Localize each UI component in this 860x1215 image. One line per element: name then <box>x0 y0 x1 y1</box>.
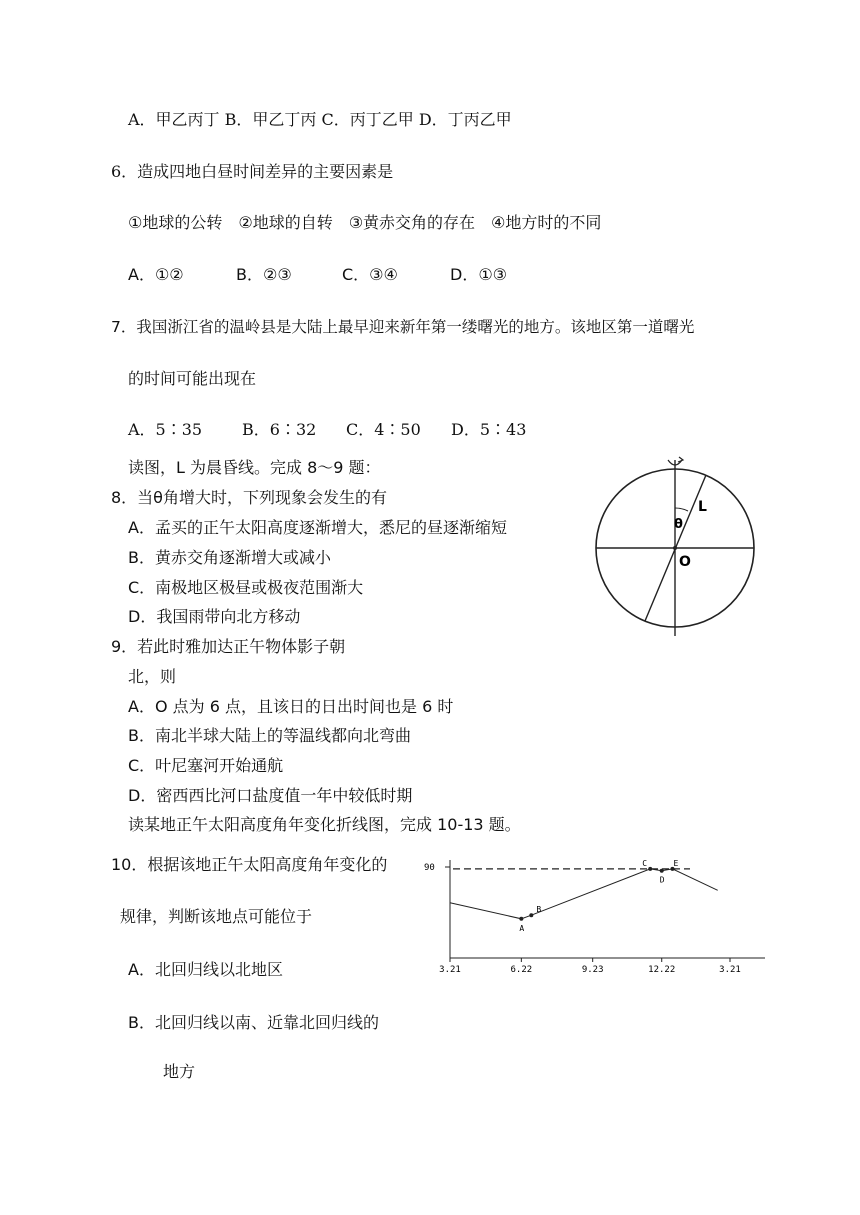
q6-factors: ①地球的公转 ②地球的自转 ③黄赤交角的存在 ④地方时的不同 <box>128 213 602 232</box>
q7-option-d: D．5∶43 <box>451 420 527 439</box>
point-label-E: E <box>673 858 679 868</box>
q8-option-a: A．孟买的正午太阳高度逐渐增大，悉尼的昼逐渐缩短 <box>128 518 507 537</box>
q10-option-a: A．北回归线以北地区 <box>128 960 283 979</box>
q7-option-a: A．5∶35 <box>128 420 203 439</box>
point-label-A: A <box>519 923 525 933</box>
x-tick-label: 6.22 <box>510 965 533 975</box>
q10-stem-line1: 10．根据该地正午太阳高度角年变化的 <box>111 855 388 874</box>
point-D <box>660 869 664 873</box>
x-tick-label: 12.22 <box>648 965 676 975</box>
origin-point <box>673 546 677 550</box>
q9-option-d: D．密西西比河口盐度值一年中较低时期 <box>128 786 413 805</box>
q6-option-b: B．②③ <box>236 265 292 284</box>
intro-8-9: 读图，L 为晨昏线。完成 8～9 题： <box>128 458 381 477</box>
altitude-series-line <box>450 869 718 919</box>
q9-stem-line1: 9．若此时雅加达正午物体影子朝 <box>111 637 346 656</box>
point-B <box>529 913 533 917</box>
x-tick-label: 3.21 <box>719 965 741 975</box>
q8-stem: 8．当θ角增大时，下列现象会发生的有 <box>111 488 387 507</box>
q5-options: A．甲乙丙丁 B．甲乙丁丙 C．丙丁乙甲 D．丁丙乙甲 <box>128 110 512 129</box>
solar-altitude-chart <box>420 850 770 985</box>
q9-stem-line2: 北，则 <box>128 667 177 686</box>
point-label-B: B <box>536 905 542 915</box>
theta-label: θ <box>674 517 683 532</box>
o-label: O <box>679 554 691 570</box>
x-tick-label: 9.23 <box>581 965 604 975</box>
point-label-D: D <box>659 875 665 885</box>
q8-option-c: C．南极地区极昼或极夜范围渐大 <box>128 578 364 597</box>
globe-diagram <box>588 448 768 638</box>
q6-stem: 6．造成四地白昼时间差异的主要因素是 <box>111 162 394 181</box>
q7-option-b: B．6∶32 <box>242 420 317 439</box>
point-C <box>648 867 652 871</box>
q8-option-b: B．黄赤交角逐渐增大或减小 <box>128 548 331 567</box>
point-label-C: C <box>642 858 648 868</box>
q8-option-d: D．我国雨带向北方移动 <box>128 607 301 626</box>
y-tick-label: 90 <box>424 863 435 873</box>
intro-10-13: 读某地正午太阳高度角年变化折线图，完成 10-13 题。 <box>128 815 521 834</box>
q6-option-c: C．③④ <box>342 265 398 284</box>
q7-option-c: C．4∶50 <box>346 420 421 439</box>
q6-option-d: D．①③ <box>450 265 508 284</box>
point-A <box>519 917 523 921</box>
x-tick-label: 3.21 <box>439 965 461 975</box>
q7-stem-line1: 7．我国浙江省的温岭县是大陆上最早迎来新年第一缕曙光的地方。该地区第一道曙光 <box>111 318 695 336</box>
theta-arc <box>675 508 688 511</box>
q9-option-a: A．O 点为 6 点，且该日的日出时间也是 6 时 <box>128 697 454 716</box>
q10-stem-line2: 规律，判断该地点可能位于 <box>120 907 313 926</box>
q7-stem-line2: 的时间可能出现在 <box>128 369 257 388</box>
q10-option-b-line1: B．北回归线以南、近靠北回归线的 <box>128 1013 379 1032</box>
rotation-arrowhead-icon <box>678 457 683 462</box>
l-label: L <box>698 499 707 515</box>
q9-option-c: C．叶尼塞河开始通航 <box>128 756 284 775</box>
q6-option-a: A．①② <box>128 265 184 284</box>
q10-option-b-line2: 地方 <box>163 1062 196 1081</box>
q9-option-b: B．南北半球大陆上的等温线都向北弯曲 <box>128 726 411 745</box>
